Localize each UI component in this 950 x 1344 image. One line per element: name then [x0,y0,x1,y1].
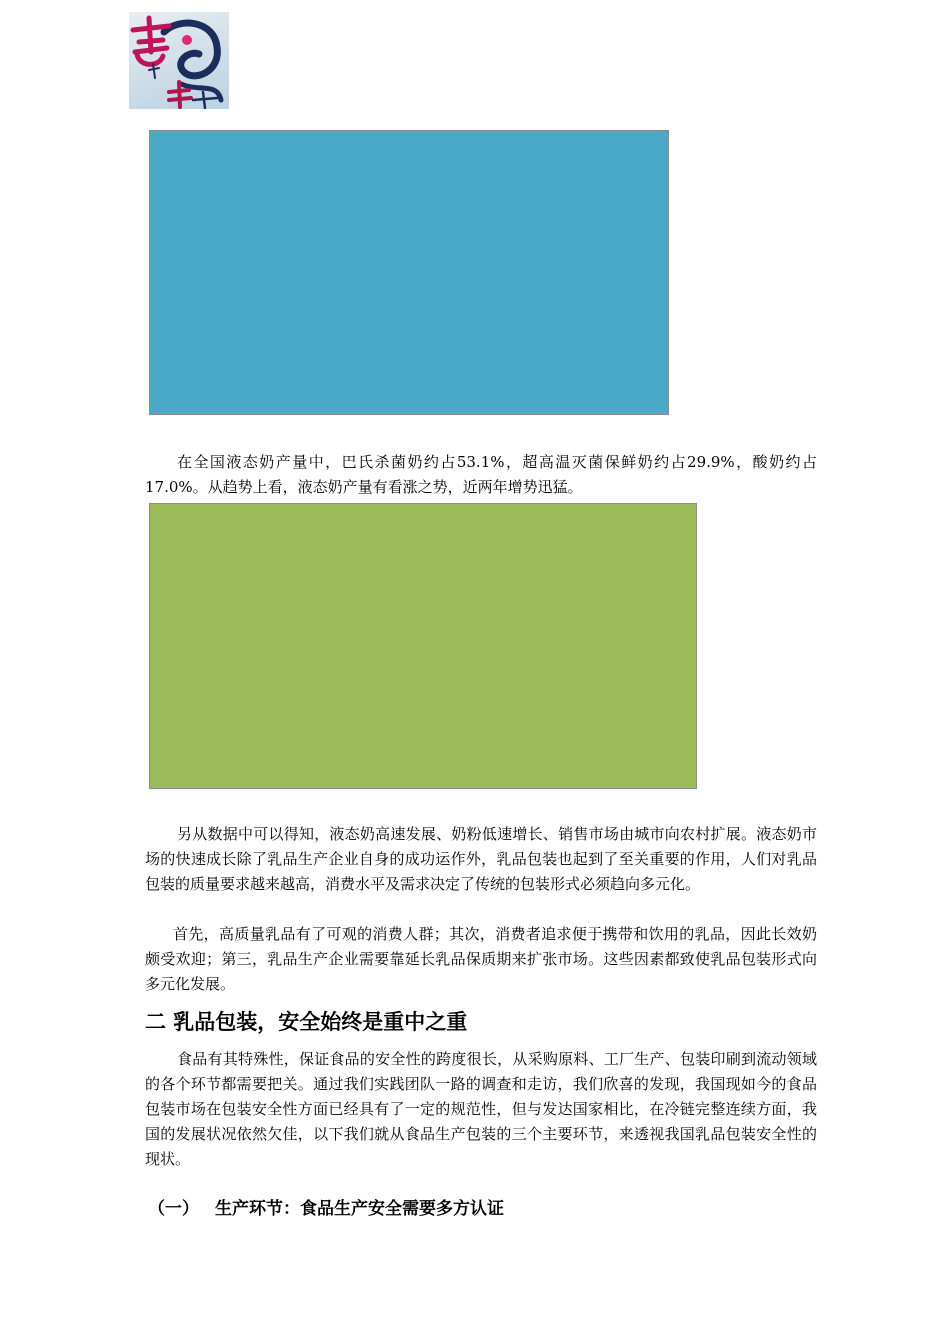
logo-image [129,12,229,109]
subsection-title: 生产环节：食品生产安全需要多方认证 [215,1199,504,1219]
chart-image-placeholder-1 [149,130,669,415]
calligraphy-logo-icon [129,12,229,109]
subsection-number: （一） [148,1199,199,1219]
paragraph-diversification-factors: 首先，高质量乳品有了可观的消费人群；其次，消费者追求便于携带和饮用的乳品，因此长效奶颇受欢迎；第三，乳品生产企业需要靠延长乳品保质期来扩张市场。这些因素都致使乳品包装形式向多元化发展。 [145,925,817,993]
subsection-heading-1 [148,1196,504,1222]
paragraph-food-safety: 食品有其特殊性，保证食品的安全性的跨度很长，从采购原料、工厂生产、包装印刷到流动领域的各个环节都需要把关。通过我们实践团队一路的调查和走访，我们欣喜的发现，我国现如今的食品包装市场在包装安全性方面已经具有了一定的规范性，但与发达国家相比，在冷链完整连续方面，我国的发展状况依然欠佳，以下我们就从食品生产包装的三个主要环节，来透视我国乳品包装安全性的现状。 [145,1050,817,1168]
section-heading-2: 二 乳品包装，安全始终是重中之重 [145,1010,468,1034]
chart-image-placeholder-2 [149,503,697,789]
paragraph-liquid-milk-share: 在全国液态奶产量中，巴氏杀菌奶约占53.1%，超高温灭菌保鲜奶约占29.9%，酸奶约占17.0%。从趋势上看，液态奶产量有看涨之势，近两年增势迅猛。 [145,453,817,496]
paragraph-market-growth: 另从数据中可以得知，液态奶高速发展、奶粉低速增长、销售市场由城市向农村扩展。液态奶市场的快速成长除了乳品生产企业自身的成功运作外，乳品包装也起到了至关重要的作用，人们对乳品包装的质量要求越来越高，消费水平及需求决定了传统的包装形式必须趋向多元化。 [145,825,817,893]
